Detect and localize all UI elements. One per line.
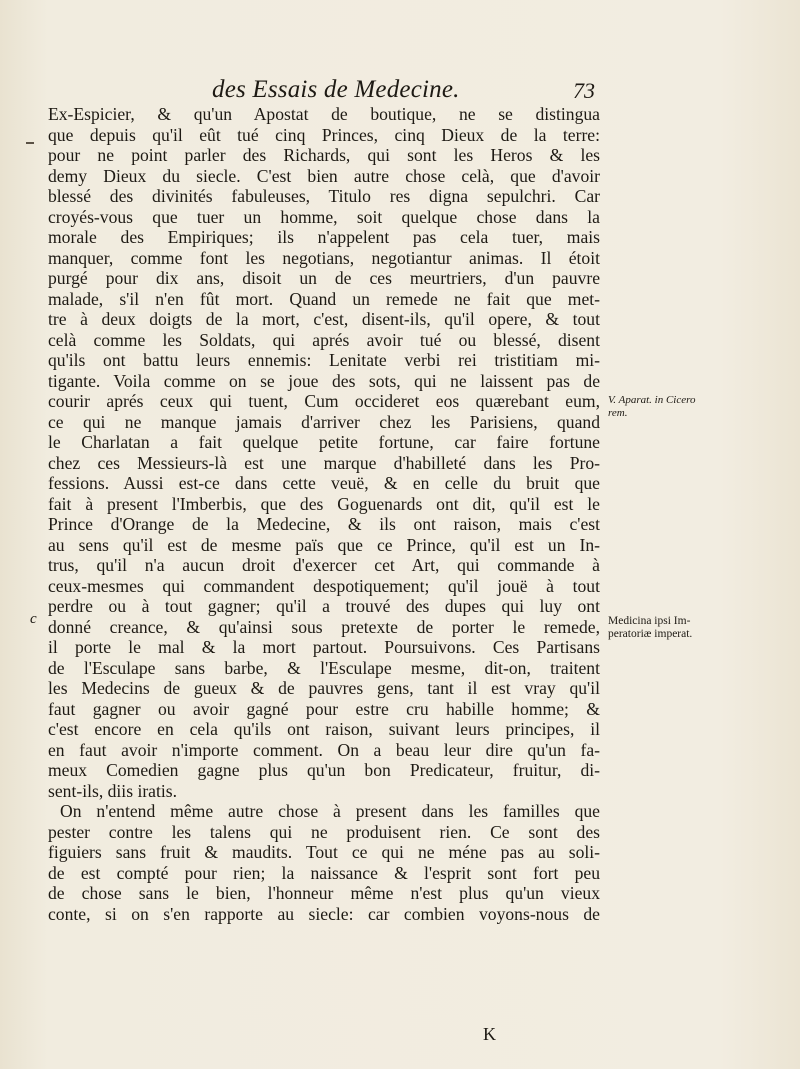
text-line: Ex-Espicier, & qu'un Apostat de boutique, ne se distingua <box>48 104 600 124</box>
text-line: conte, si on s'en rapporte au siecle: car combien voyons-nous de <box>48 903 600 924</box>
body-text <box>48 104 600 924</box>
text-line: trus, qu'il n'a aucun droit d'exercer cet Art, qui commande à <box>48 555 600 575</box>
catchword: K <box>483 1024 496 1044</box>
margin-note-medicina <box>608 615 793 641</box>
text-line: purgé pour dix ans, disoit un de ces meurtriers, d'un pauvre <box>48 268 600 288</box>
text-line: Prince d'Orange de la Medecine, & ils ont raison, mais c'est <box>48 514 600 534</box>
text-line: fessions. Aussi est-ce dans cette veuë, & en celle du bruit que <box>48 473 600 493</box>
text-line: fait à present l'Imberbis, que des Goguenards ont dit, qu'il est le <box>48 493 600 514</box>
paragraph-start-line: On n'entend même autre chose à present dans les familles que <box>60 801 600 821</box>
margin-dash <box>26 142 34 144</box>
text-line: demy Dieux du siecle. C'est bien autre chose celà, que d'avoir <box>48 165 600 186</box>
text-line: de chose sans le bien, l'honneur même n'est plus qu'un vieux <box>48 883 600 903</box>
text-line: ce qui ne manque jamais d'arriver chez les Parisiens, quand <box>48 411 600 432</box>
text-line: que depuis qu'il eût tué cinq Princes, cinq Dieux de la terre: <box>48 124 600 145</box>
text-line: malade, s'il n'en fût mort. Quand un remede ne fait que met- <box>48 288 600 309</box>
text-line: c'est encore en cela qu'ils ont raison, suivant leurs principes, il <box>48 719 600 739</box>
text-line: il porte le mal & la mort partout. Poursuivons. Ces Partisans <box>48 637 600 657</box>
running-title: des Essais de Medecine. <box>212 76 460 103</box>
text-line: qu'ils ont battu leurs ennemis: Lenitate verbi rei tristitiam mi- <box>48 350 600 370</box>
margin-mark: c <box>30 611 37 627</box>
page-header <box>0 76 800 106</box>
text-line: au sens qu'il est de mesme païs que ce Prince, qu'il est un In- <box>48 534 600 555</box>
text-line: pester contre les talens qui ne produisent rien. Ce sont des <box>48 821 600 842</box>
text-line: courir aprés ceux qui tuent, Cum occideret eos quærebant eum, <box>48 391 600 411</box>
margin-note-line: rem. <box>608 407 628 419</box>
text-line: ceux-mesmes qui commandent despotiquement; qu'il jouë à tout <box>48 575 600 596</box>
text-line: pour ne point parler des Richards, qui sont les Heros & les <box>48 145 600 165</box>
text-line: manquer, comme font les negotians, negotiantur animas. Il étoit <box>48 247 600 268</box>
page-number: 73 <box>573 78 595 103</box>
text-line: croyés-vous que tuer un homme, soit quelque chose dans la <box>48 206 600 227</box>
text-line: faut gagner ou avoir gagné pour estre cru habille homme; & <box>48 698 600 719</box>
text-line: perdre ou à tout gagner; qu'il a trouvé des dupes qui luy ont <box>48 596 600 616</box>
text-line: tre à deux doigts de la mort, c'est, disent-ils, qu'il opere, & tout <box>48 309 600 329</box>
text-line: morale des Empiriques; ils n'appelent pas cela tuer, mais <box>48 227 600 247</box>
text-line: figuiers sans fruit & maudits. Tout ce qui ne méne pas au soli- <box>48 842 600 862</box>
text-line: de l'Esculape sans barbe, & l'Esculape mesme, dit-on, traitent <box>48 657 600 678</box>
text-line: blessé des divinités fabuleuses, Titulo res digna sepulchri. Car <box>48 186 600 206</box>
text-line: sent-ils, diis iratis. <box>48 780 178 801</box>
margin-note-line: V. Aparat. in Cicero <box>608 394 696 406</box>
margin-note-line: peratoriæ imperat. <box>608 628 693 640</box>
margin-note-line: Medicina ipsi Im- <box>608 615 691 627</box>
text-line: le Charlatan a fait quelque petite fortune, car faire fortune <box>48 432 600 452</box>
text-line: tigante. Voila comme on se joue des sots, qui ne laissent pas de <box>48 370 600 391</box>
text-line: en faut avoir n'importe comment. On a beau leur dire qu'un fa- <box>48 739 600 760</box>
text-line: les Medecins de gueux & de pauvres gens, tant il est vray qu'il <box>48 678 600 698</box>
text-line: chez ces Messieurs-là est une marque d'habilleté dans les Pro- <box>48 452 600 473</box>
text-line: meux Comedien gagne plus qu'un bon Predicateur, fruitur, di- <box>48 760 600 780</box>
text-line: donné creance, & qu'ainsi sous pretexte de porter le remede, <box>48 616 600 637</box>
margin-note-citation <box>608 394 793 420</box>
text-line: celà comme les Soldats, qui aprés avoir tué ou blessé, disent <box>48 329 600 350</box>
text-line: de est compté pour rien; la naissance & l'esprit sont fort peu <box>48 862 600 883</box>
